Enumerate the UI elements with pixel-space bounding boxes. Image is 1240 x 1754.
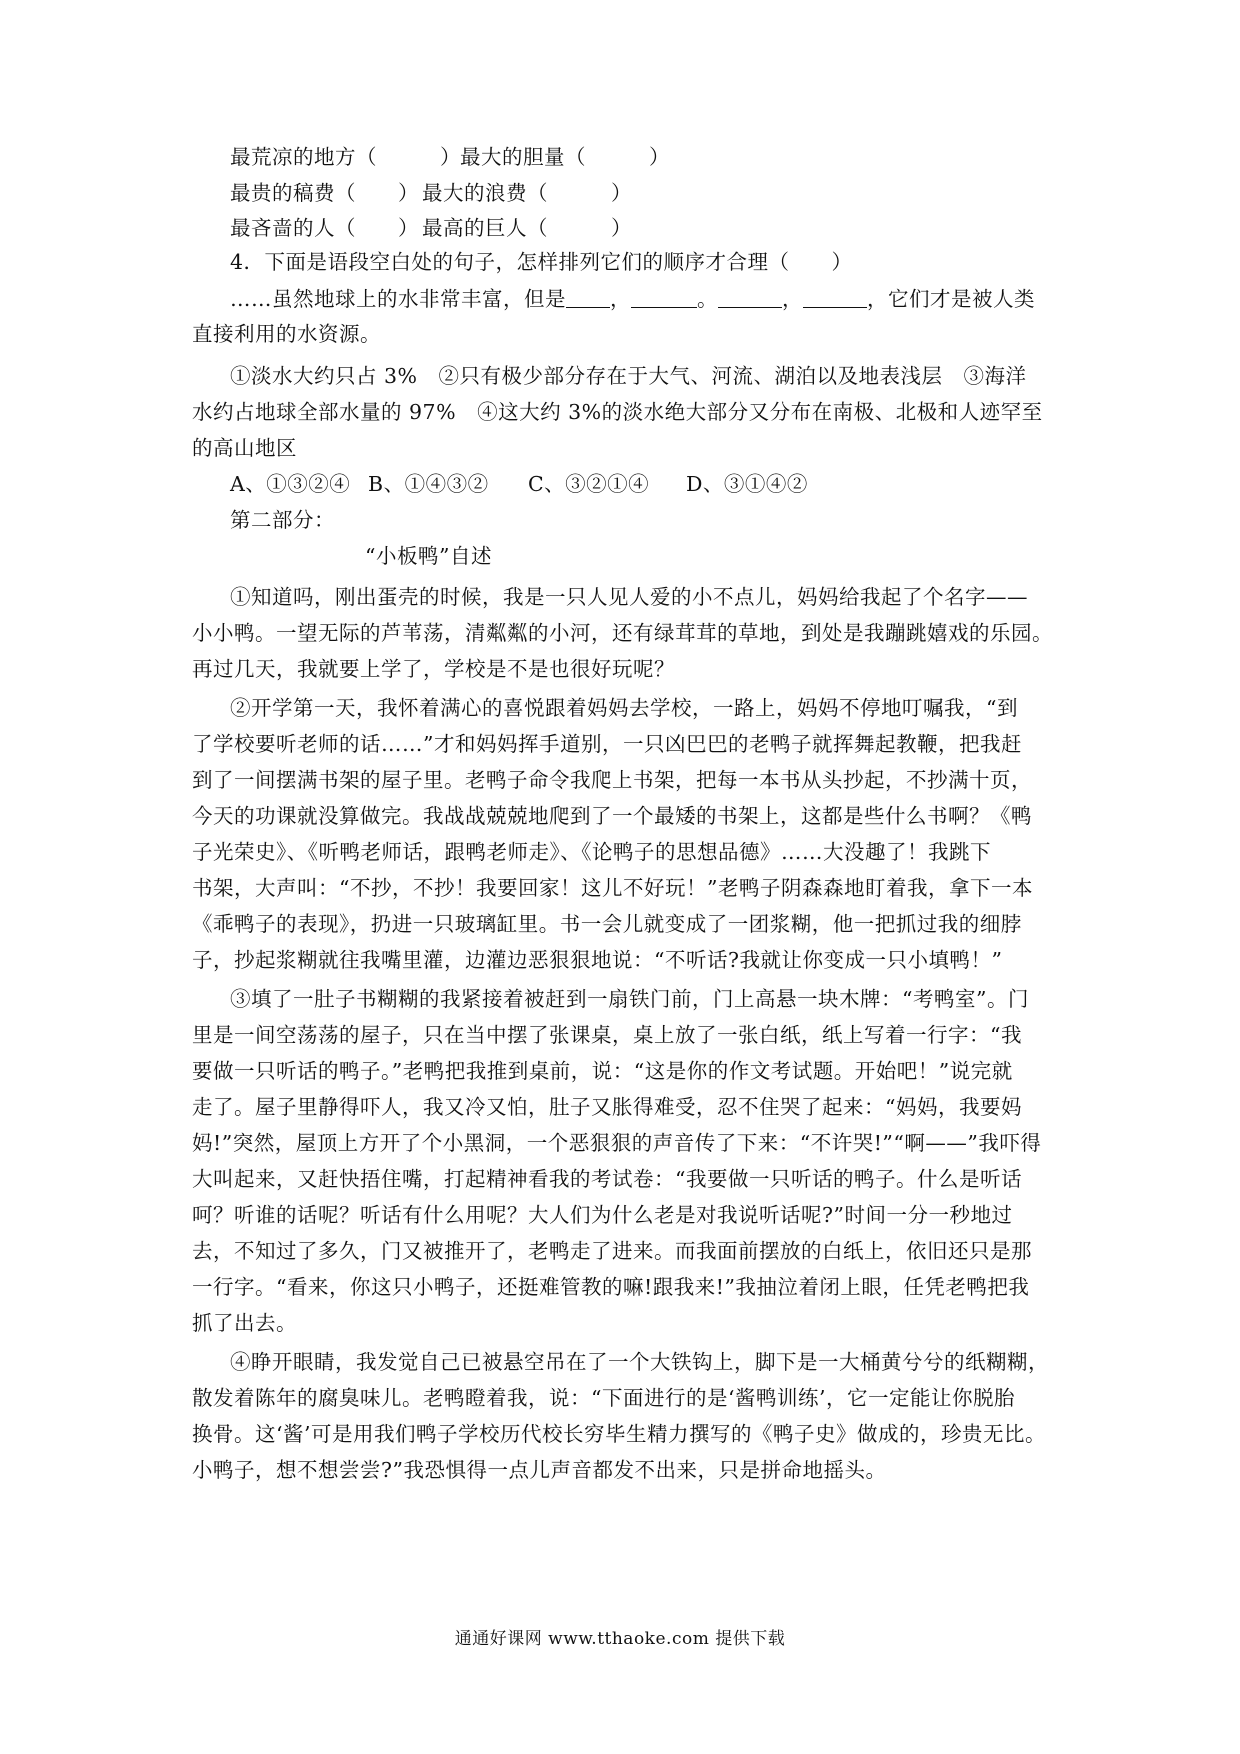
part2-label: 第二部分： <box>230 508 335 532</box>
option-b: B、①④③② <box>368 472 489 496</box>
passage-line: 到了一间摆满书架的屋子里。老鸭子命令我爬上书架，把每一本书从头抄起，不抄满十页， <box>192 768 1032 792</box>
q3-row-1 <box>230 138 1100 176</box>
passage-line: 《乖鸭子的表现》，扔进一只玻璃缸里。书一会儿就变成了一团浆糊，他一把抓过我的细脖 <box>192 912 1022 936</box>
q3-blank-stingy: 最吝啬的人（ ） <box>230 216 419 240</box>
passage-line: 去，不知过了多久，门又被推开了，老鸭走了进来。而我面前摆放的白纸上，依旧还只是那 <box>192 1239 1032 1263</box>
passage-line: 小鸭子，想不想尝尝?”我恐惧得一点儿声音都发不出来，只是拼命地摇头。 <box>192 1458 887 1482</box>
passage-title: “小板鸭”自述 <box>365 544 492 568</box>
passage-line: 子光荣史》、《听鸭老师话，跟鸭老师走》、《论鸭子的思想品德》……大没趣了！我跳下 <box>192 840 991 864</box>
blank-line-3 <box>718 283 782 308</box>
q4-passage-line-1: ……虽然地球上的水非常丰富，但是 ， 。 ， ，它们才是被人类 <box>230 280 1100 318</box>
option-d: D、③①④② <box>686 472 808 496</box>
q3-row-2 <box>230 174 1100 212</box>
passage-line: 抓了出去。 <box>192 1311 297 1335</box>
passage-line: 一行字。“看来，你这只小鸭子，还挺难管教的嘛!跟我来!”我抽泣着闭上眼，任凭老鸭把我 <box>192 1275 1030 1299</box>
q3-blank-desolate: 最荒凉的地方（ ） <box>230 145 461 169</box>
passage-line: 换骨。这‘酱’可是用我们鸭子学校历代校长穷毕生精力撰写的《鸭子史》做成的，珍贵无比。 <box>192 1422 1047 1446</box>
passage-line: 大叫起来，又赶快捂住嘴，打起精神看我的考试卷：“我要做一只听话的鸭子。什么是听话 <box>192 1167 1022 1191</box>
passage-line: ①知道吗，刚出蛋壳的时候，我是一只人见人爱的小不点儿，妈妈给我起了个名字—— <box>230 585 1028 609</box>
page-footer: 通通好课网 www.tthaoke.com 提供下载 <box>454 1629 786 1649</box>
passage-line: ②开学第一天，我怀着满心的喜悦跟着妈妈去学校，一路上，妈妈不停地叮嘱我，“到 <box>230 696 1018 720</box>
q4-question: 4．下面是语段空白处的句子，怎样排列它们的顺序才合理（ ） <box>230 250 853 274</box>
q3-blank-courage: 最大的胆量（ ） <box>460 145 670 169</box>
q4-items-line-3: 的高山地区 <box>192 436 297 460</box>
option-a: A、①③②④ <box>230 472 351 496</box>
passage-line: 妈!”突然，屋顶上方开了个小黑洞，一个恶狠狠的声音传了下来：“不许哭!”“啊——”我吓得 <box>192 1131 1042 1155</box>
passage-line: 呵？听谁的话呢？听话有什么用呢？大人们为什么老是对我说听话呢?”时间一分一秒地过 <box>192 1203 1013 1227</box>
passage-line: 今天的功课就没算做完。我战战兢兢地爬到了一个最矮的书架上，这都是些什么书啊？《鸭 <box>192 804 1032 828</box>
blank-line-1 <box>566 283 610 308</box>
q3-blank-waste: 最大的浪费（ ） <box>422 181 632 205</box>
passage-line: 散发着陈年的腐臭味儿。老鸭瞪着我，说：“下面进行的是‘酱鸭训练’，它一定能让你脱胎 <box>192 1386 1016 1410</box>
q4-items-line-2: 水约占地球全部水量的 97% ④这大约 3%的淡水绝大部分又分布在南极、北极和人迹罕至 <box>192 400 1043 424</box>
passage-line: ④睁开眼睛，我发觉自己已被悬空吊在了一个大铁钩上，脚下是一大桶黄兮兮的纸糊糊， <box>230 1350 1049 1374</box>
q4-options <box>230 465 1100 503</box>
passage-line: 书架，大声叫：“不抄，不抄！我要回家！这儿不好玩！”老鸭子阴森森地盯着我，拿下一本 <box>192 876 1033 900</box>
option-c: C、③②①④ <box>528 472 650 496</box>
passage-line: 小小鸭。一望无际的芦苇荡，清粼粼的小河，还有绿茸茸的草地，到处是我蹦跳嬉戏的乐园。 <box>192 621 1053 645</box>
passage-line: 要做一只听话的鸭子。”老鸭把我推到桌前，说：“这是你的作文考试题。开始吧！”说完就 <box>192 1059 1013 1083</box>
q4-passage-line-2: 直接利用的水资源。 <box>192 322 381 346</box>
passage-line: ③填了一肚子书糊糊的我紧接着被赶到一扇铁门前，门上高悬一块木牌：“考鸭室”。门 <box>230 987 1029 1011</box>
passage-line: 了学校要听老师的话……”才和妈妈挥手道别，一只凶巴巴的老鸭子就挥舞起教鞭，把我赶 <box>192 732 1022 756</box>
passage-line: 再过几天，我就要上学了，学校是不是也很好玩呢？ <box>192 657 675 681</box>
passage-line: 走了。屋子里静得吓人，我又冷又怕，肚子又胀得难受，忍不住哭了起来：“妈妈，我要妈 <box>192 1095 1022 1119</box>
q3-blank-giant: 最高的巨人（ ） <box>422 216 632 240</box>
q4-items-line-1: ①淡水大约只占 3% ②只有极少部分存在于大气、河流、湖泊以及地表浅层 ③海洋 <box>230 364 1027 388</box>
q3-blank-fee: 最贵的稿费（ ） <box>230 181 419 205</box>
blank-line-4 <box>803 283 867 308</box>
blank-line-2 <box>631 283 697 308</box>
passage-line: 里是一间空荡荡的屋子，只在当中摆了张课桌，桌上放了一张白纸，纸上写着一行字：“我 <box>192 1023 1022 1047</box>
passage-line: 子，抄起浆糊就往我嘴里灌，边灌边恶狠狠地说：“不听话?我就让你变成一只小填鸭！” <box>192 948 1003 972</box>
q3-row-3 <box>230 209 1100 247</box>
